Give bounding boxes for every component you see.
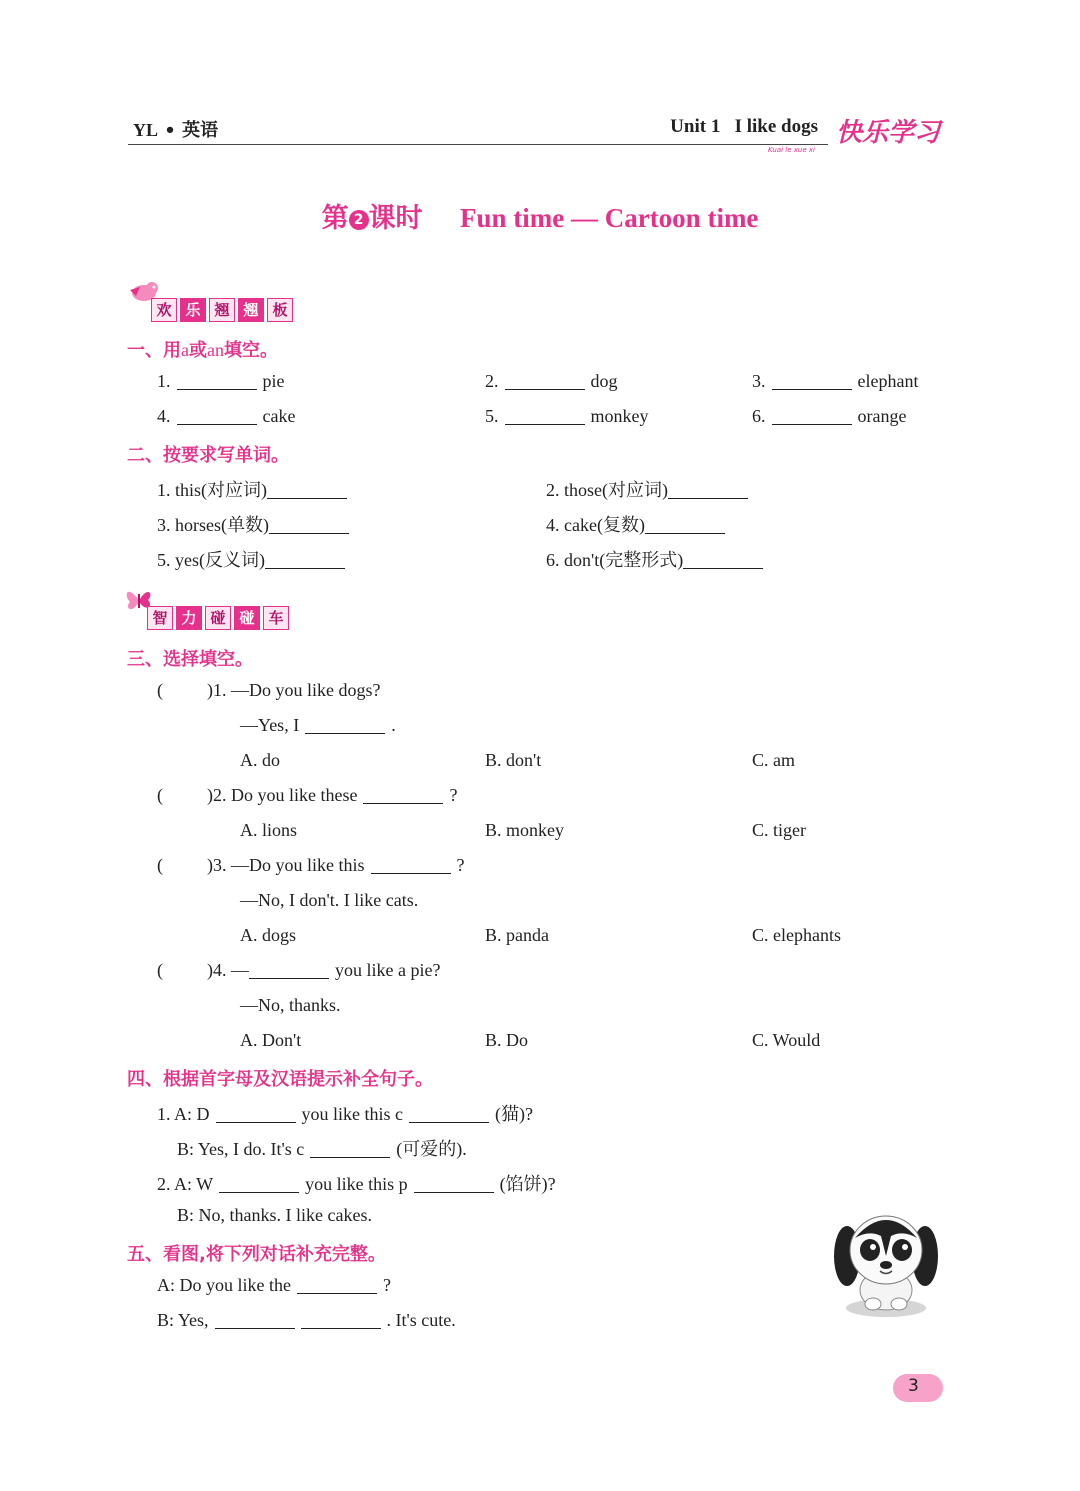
s1-item-6 bbox=[752, 406, 906, 427]
answer-blank[interactable] bbox=[668, 480, 748, 499]
q1-stem: )1. —Do you like dogs? bbox=[207, 680, 381, 700]
answer-blank[interactable] bbox=[645, 515, 725, 534]
reply-end: . bbox=[391, 715, 396, 735]
s1-item-4 bbox=[157, 406, 295, 427]
banner-char: 翘 bbox=[209, 298, 235, 322]
s1-item-5 bbox=[485, 406, 649, 427]
answer-blank[interactable] bbox=[177, 406, 257, 425]
item-word: dog bbox=[590, 371, 618, 391]
item-word: pie bbox=[262, 371, 285, 391]
unit-title: I like dogs bbox=[734, 116, 818, 137]
banner-char: 力 bbox=[176, 606, 202, 630]
q3-option-a[interactable]: A. dogs bbox=[240, 925, 297, 945]
item-number: 6. bbox=[752, 406, 766, 426]
item-number: 2. bbox=[485, 371, 499, 391]
lesson-prefix: 第 bbox=[321, 203, 349, 234]
line-text: 2. A: W bbox=[157, 1174, 214, 1194]
section-5-heading: 五、看图,将下列对话补充完整。 bbox=[127, 1244, 386, 1265]
answer-blank[interactable] bbox=[215, 1310, 295, 1329]
s2-item-4 bbox=[546, 511, 731, 537]
answer-blank[interactable] bbox=[267, 480, 347, 499]
item-number: 1. bbox=[157, 371, 171, 391]
banner-char: 智 bbox=[147, 606, 173, 630]
q2-stem bbox=[207, 785, 457, 806]
s1-item-3 bbox=[752, 371, 918, 392]
section-1-heading bbox=[127, 336, 278, 362]
q1-option-c[interactable]: C. am bbox=[752, 750, 795, 770]
q1-option-a[interactable]: A. do bbox=[240, 750, 280, 770]
answer-blank[interactable] bbox=[505, 406, 585, 425]
answer-blank[interactable] bbox=[219, 1174, 299, 1193]
answer-blank[interactable] bbox=[310, 1139, 390, 1158]
item-prompt: 1. this(对应词) bbox=[157, 480, 267, 500]
item-word: monkey bbox=[590, 406, 649, 426]
banner-char: 翘 bbox=[238, 298, 264, 322]
answer-blank[interactable] bbox=[683, 550, 763, 569]
lesson-title bbox=[0, 196, 1080, 235]
header-rule bbox=[128, 144, 828, 145]
answer-blank[interactable] bbox=[371, 855, 451, 874]
stem-end: ? bbox=[449, 785, 458, 805]
banner-brain-bumper bbox=[147, 606, 289, 630]
q4-option-b[interactable]: B. Do bbox=[485, 1030, 529, 1050]
line-text: A: Do you like the bbox=[157, 1275, 291, 1295]
stem-text: )2. Do you like these bbox=[207, 785, 358, 805]
brand-pinyin: Kuai le xue xi bbox=[768, 146, 815, 154]
stem-end: ? bbox=[456, 855, 465, 875]
puppy-illustration bbox=[833, 1208, 939, 1324]
answer-blank[interactable] bbox=[772, 371, 852, 390]
banner-char: 板 bbox=[267, 298, 293, 322]
answer-blank[interactable] bbox=[305, 715, 385, 734]
lesson-name: Fun time — Cartoon time bbox=[459, 203, 759, 233]
s1-item-2 bbox=[485, 371, 618, 392]
item-word: elephant bbox=[857, 371, 919, 391]
lesson-number-badge: 2 bbox=[349, 210, 369, 230]
reply-text: —Yes, I bbox=[240, 715, 300, 735]
item-number: 5. bbox=[485, 406, 499, 426]
line-text: (馅饼)? bbox=[499, 1174, 556, 1194]
q4-reply: —No, thanks. bbox=[240, 995, 341, 1015]
line-text: (可爱的). bbox=[396, 1139, 467, 1159]
banner-fun-seesaw bbox=[151, 298, 293, 322]
item-word: orange bbox=[857, 406, 907, 426]
section-2-heading: 二、按要求写单词。 bbox=[127, 445, 289, 466]
q4-option-c[interactable]: C. Would bbox=[752, 1030, 821, 1050]
item-word: cake bbox=[262, 406, 296, 426]
s5-line-1 bbox=[157, 1275, 391, 1296]
s4-line-3 bbox=[157, 1170, 556, 1196]
s4-line-1 bbox=[157, 1100, 533, 1126]
q3-reply: —No, I don't. I like cats. bbox=[240, 890, 419, 910]
s1-item-1 bbox=[157, 371, 285, 392]
banner-char: 碰 bbox=[205, 606, 231, 630]
s2-item-2 bbox=[546, 476, 754, 502]
heading-part: 填空。 bbox=[224, 340, 278, 361]
line-text: (猫)? bbox=[495, 1104, 533, 1124]
banner-char: 碰 bbox=[234, 606, 260, 630]
q2-option-c[interactable]: C. tiger bbox=[752, 820, 806, 840]
stem-text: )4. — bbox=[207, 960, 249, 980]
answer-blank[interactable] bbox=[414, 1174, 494, 1193]
answer-blank[interactable] bbox=[269, 515, 349, 534]
stem-text: )3. —Do you like this bbox=[207, 855, 365, 875]
answer-blank[interactable] bbox=[177, 371, 257, 390]
answer-blank[interactable] bbox=[216, 1104, 296, 1123]
item-prompt: 5. yes(反义词) bbox=[157, 550, 265, 570]
item-prompt: 4. cake(复数) bbox=[546, 515, 645, 535]
line-text: . It's cute. bbox=[386, 1310, 456, 1330]
s4-line-4: B: No, thanks. I like cakes. bbox=[177, 1205, 372, 1225]
q3-stem bbox=[207, 855, 465, 876]
item-number: 4. bbox=[157, 406, 171, 426]
q2-option-a[interactable]: A. lions bbox=[240, 820, 298, 840]
section-3-heading: 三、选择填空。 bbox=[127, 649, 253, 670]
unit-heading bbox=[670, 116, 818, 138]
item-prompt: 2. those(对应词) bbox=[546, 480, 668, 500]
s2-item-1 bbox=[157, 476, 353, 502]
answer-paren[interactable]: ( bbox=[157, 960, 163, 980]
q4-option-a[interactable]: A. Don't bbox=[240, 1030, 302, 1050]
s4-line-2 bbox=[177, 1135, 467, 1161]
banner-char: 欢 bbox=[151, 298, 177, 322]
line-text: B: Yes, I do. It's c bbox=[177, 1139, 305, 1159]
answer-blank[interactable] bbox=[297, 1275, 377, 1294]
s2-item-3 bbox=[157, 511, 355, 537]
s5-line-2 bbox=[157, 1310, 456, 1331]
unit-number: Unit 1 bbox=[670, 116, 721, 137]
answer-blank[interactable] bbox=[249, 960, 329, 979]
answer-blank[interactable] bbox=[505, 371, 585, 390]
answer-blank[interactable] bbox=[265, 550, 345, 569]
dot-separator: • bbox=[164, 120, 183, 141]
q3-option-c[interactable]: C. elephants bbox=[752, 925, 841, 945]
heading-part: an bbox=[207, 340, 224, 360]
line-text: you like this p bbox=[305, 1174, 408, 1194]
banner-char: 乐 bbox=[180, 298, 206, 322]
answer-paren[interactable]: ( bbox=[157, 680, 163, 700]
q1-option-b[interactable]: B. don't bbox=[485, 750, 542, 770]
lesson-suffix: 课时 bbox=[368, 203, 423, 234]
s2-item-6 bbox=[546, 546, 769, 572]
answer-blank[interactable] bbox=[772, 406, 852, 425]
series-code: YL bbox=[133, 120, 159, 140]
item-prompt: 6. don't(完整形式) bbox=[546, 550, 684, 570]
heading-part: 或 bbox=[189, 340, 207, 361]
q3-option-b[interactable]: B. panda bbox=[485, 925, 549, 945]
section-4-heading: 四、根据首字母及汉语提示补全句子。 bbox=[127, 1069, 433, 1090]
q4-stem bbox=[207, 960, 440, 981]
page-number: 3 bbox=[908, 1376, 919, 1396]
line-text: 1. A: D bbox=[157, 1104, 210, 1124]
line-text: ? bbox=[382, 1275, 391, 1295]
heading-part: 一、用 bbox=[127, 340, 181, 361]
answer-blank[interactable] bbox=[363, 785, 443, 804]
brand-logo: 快乐学习 bbox=[836, 118, 941, 148]
answer-blank[interactable] bbox=[409, 1104, 489, 1123]
banner-char: 车 bbox=[263, 606, 289, 630]
line-text: you like this c bbox=[301, 1104, 404, 1124]
header-left bbox=[133, 116, 218, 142]
line-text: B: Yes, bbox=[157, 1310, 209, 1330]
s2-item-5 bbox=[157, 546, 351, 572]
heading-part: a bbox=[181, 340, 189, 360]
stem-end: you like a pie? bbox=[335, 960, 441, 980]
item-number: 3. bbox=[752, 371, 766, 391]
answer-paren[interactable]: ( bbox=[157, 785, 163, 805]
subject: 英语 bbox=[182, 120, 219, 141]
answer-paren[interactable]: ( bbox=[157, 855, 163, 875]
answer-blank[interactable] bbox=[301, 1310, 381, 1329]
item-prompt: 3. horses(单数) bbox=[157, 515, 269, 535]
q2-option-b[interactable]: B. monkey bbox=[485, 820, 564, 840]
q1-reply bbox=[240, 715, 396, 736]
